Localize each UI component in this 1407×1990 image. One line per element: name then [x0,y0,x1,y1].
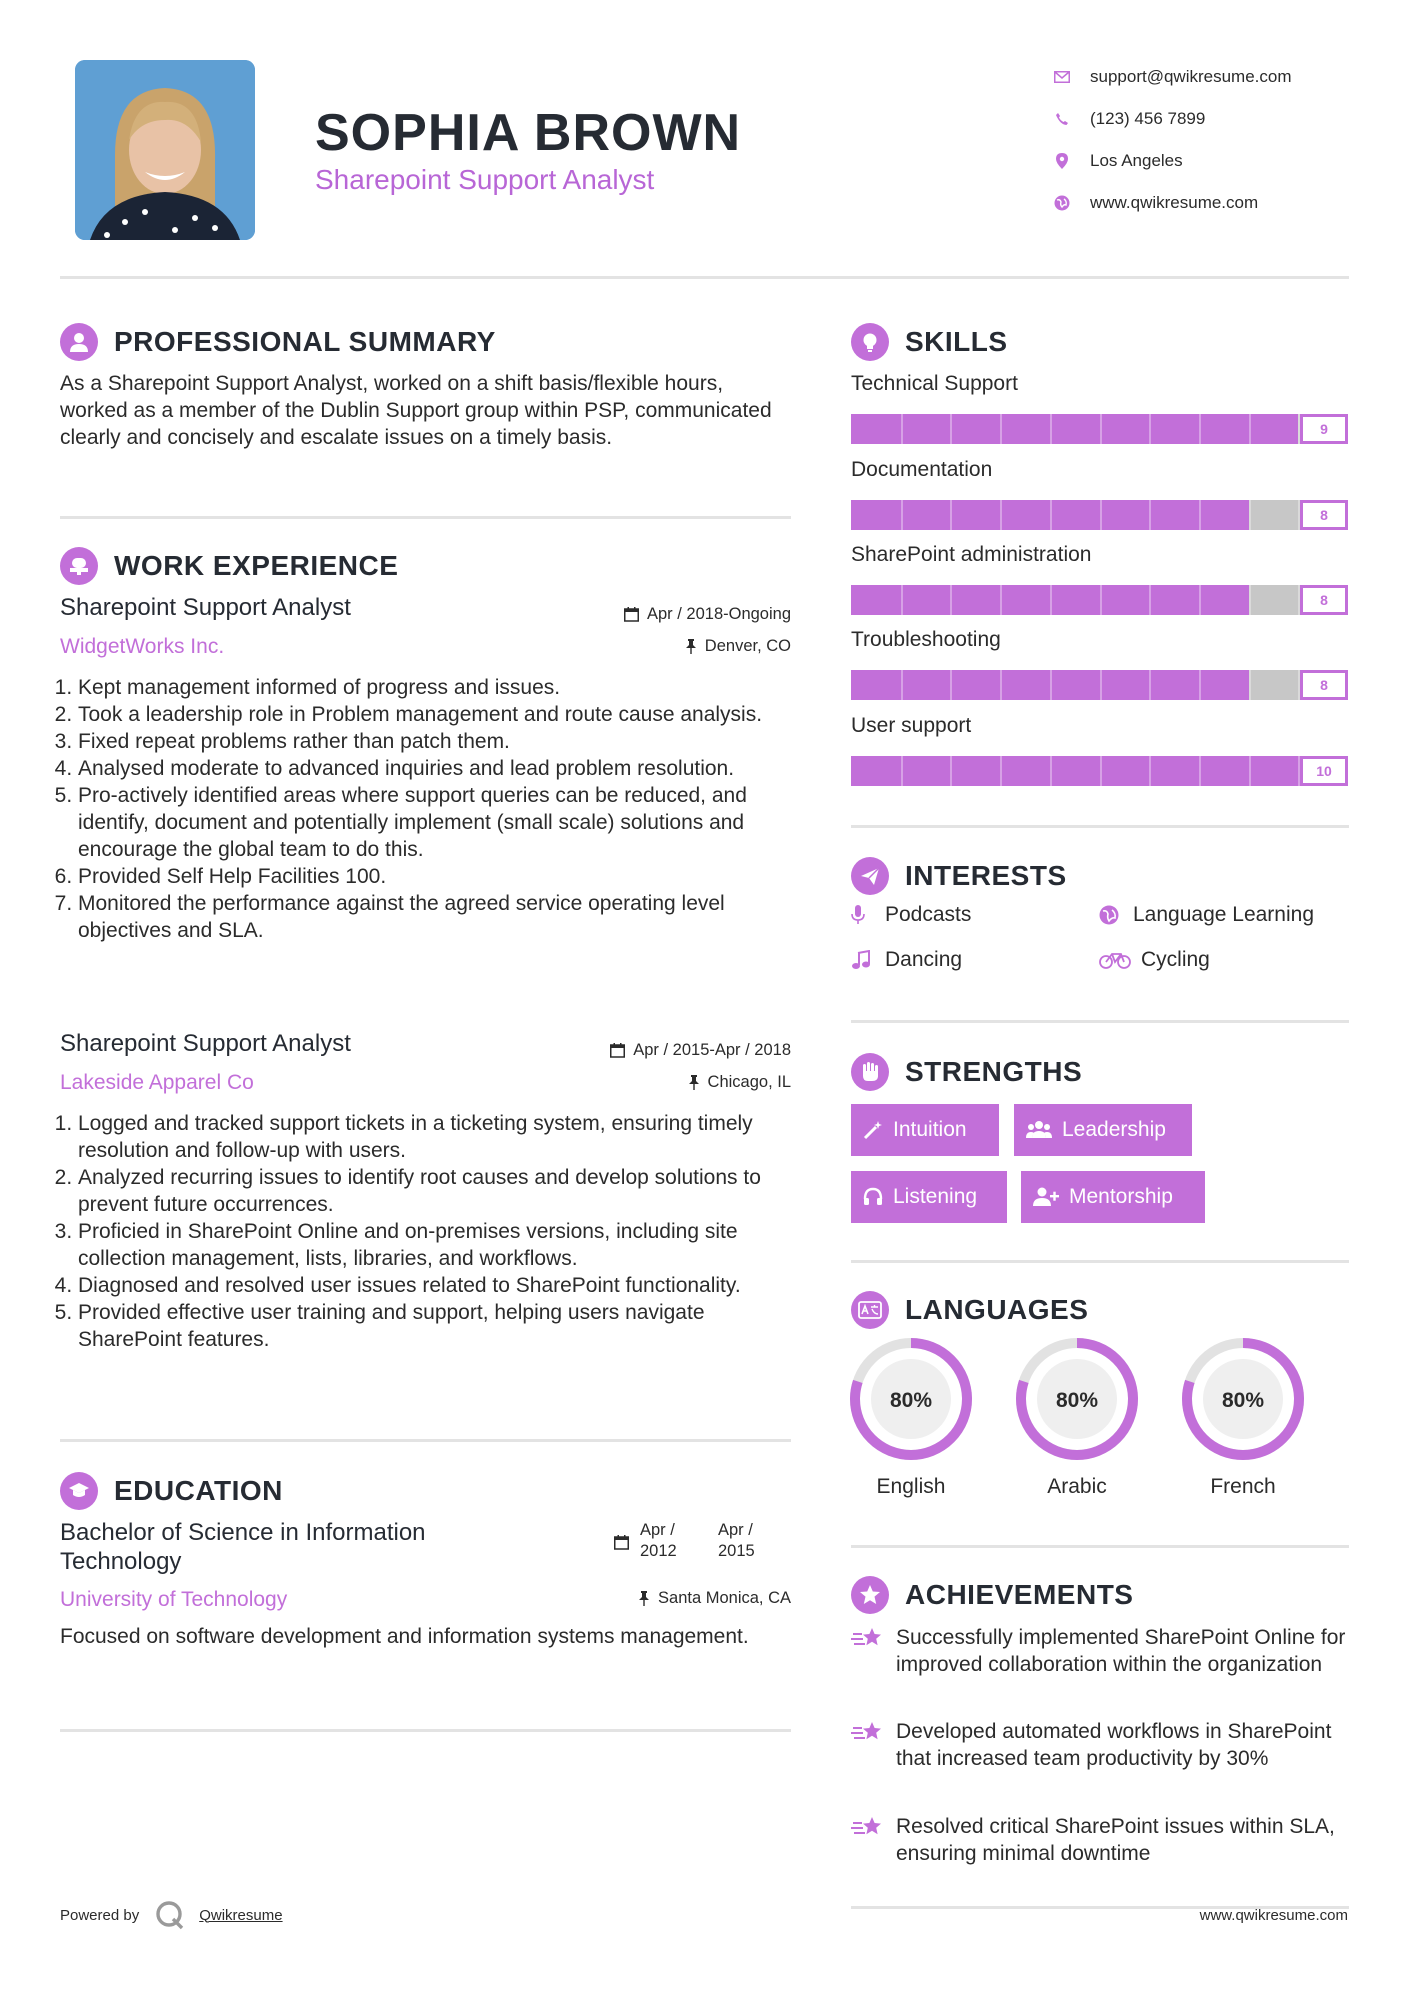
skill-bar-segment [1199,414,1201,444]
user-icon [60,323,98,361]
header-divider [60,276,1349,279]
skill-bar-segment [1249,670,1251,700]
skill-bar-segment [901,585,903,615]
skill-bar-segment [1050,585,1052,615]
skill-name: SharePoint administration [851,543,1092,566]
candidate-name: SOPHIA BROWN [315,104,742,162]
skill-bar-segment [1149,756,1151,786]
star-badge-icon [851,1576,889,1614]
pushpin-icon [688,1075,700,1090]
duty-item: 2. Analyzed recurring issues to identify root causes and develop solutions to prevent future occurrences. [78,1164,795,1218]
education-end-year: 2015 [718,1542,755,1560]
education-description: Focused on software development and information systems management. [60,1625,749,1648]
job-2-dates [610,1041,791,1060]
headphones-icon [863,1187,883,1207]
skill-name: Documentation [851,458,993,481]
contact-email[interactable] [1048,56,1292,98]
education-start [640,1520,677,1562]
strengths-divider [851,1260,1349,1263]
skill-bar-segment [1000,500,1002,530]
shooting-star-icon [851,1718,896,1772]
summary-heading [60,323,496,361]
skill-bar-segment [950,670,952,700]
language-name: English [876,1475,946,1498]
qwikresume-logo-icon [155,1900,185,1930]
language-ring [849,1337,973,1461]
strengths-heading [851,1053,1082,1091]
summary-text: As a Sharepoint Support Analyst, worked on a shift basis/flexible hours, worked as a member of the Dublin Support group within PSP, communicated clearly and concisely and escalate issues on a timely basis. [60,372,772,449]
skill-bar-segment [901,670,903,700]
calendar-icon [624,607,639,622]
achievement-text: Developed automated workflows in SharePoint that increased team productivity by 30% [896,1720,1332,1770]
interest-item [1099,903,1314,927]
duty-item: 4. Analysed moderate to advanced inquiries and lead problem resolution. [78,755,795,782]
skill-bar-segment [1100,585,1102,615]
interest-item [1099,948,1210,972]
achievement-item [851,1624,1351,1678]
job-2-dates-text: Apr / 2015-Apr / 2018 [633,1041,791,1059]
shooting-star-icon [851,1624,896,1678]
education-divider [60,1729,791,1732]
skill-item [851,628,1348,700]
skill-bar-segment [1249,756,1251,786]
duty-item: 7. Monitored the performance against the agreed service operating level objectives and SLA. [78,890,795,944]
skill-level: 10 [1300,756,1348,786]
strengths-title: STRENGTHS [905,1056,1083,1087]
globe-icon [1099,905,1127,925]
skill-bar [851,500,1348,530]
job-1-duties [60,674,795,944]
education-location-text: Santa Monica, CA [658,1589,791,1607]
achievement-text: Resolved critical SharePoint issues within SLA, ensuring minimal downtime [896,1815,1335,1865]
achievement-item [851,1813,1351,1867]
achievements-heading [851,1576,1133,1614]
skill-bar-segment [1149,585,1151,615]
summary-title: PROFESSIONAL SUMMARY [114,326,496,357]
skill-bar [851,585,1348,615]
achievement-item [851,1718,1351,1772]
skill-bar-segment [1249,500,1251,530]
lightbulb-icon [851,323,889,361]
email-text[interactable]: support@qwikresume.com [1090,67,1292,86]
globe-icon [1048,189,1076,217]
language-ring [1181,1337,1305,1461]
profile-photo [75,60,255,240]
interests-title: INTERESTS [905,860,1067,891]
calendar-icon [610,1043,625,1058]
skill-item [851,714,1348,786]
skill-bar-segment [1199,756,1201,786]
education-start-year: 2012 [640,1542,677,1560]
map-pin-icon [1048,147,1076,175]
language-percent: 80% [1221,1389,1265,1412]
duty-item: 4. Diagnosed and resolved user issues related to SharePoint functionality. [78,1272,795,1299]
education-school: University of Technology [60,1588,288,1611]
music-note-icon [851,950,879,970]
languages-heading [851,1291,1088,1329]
duty-item: 5. Provided effective user training and support, helping users navigate SharePoint features. [78,1299,795,1353]
strength-tag [1014,1104,1192,1156]
raised-fist-icon [851,1053,889,1091]
skill-level: 8 [1300,670,1348,700]
job-2-duties [60,1110,795,1353]
education-start-month: Apr / [640,1521,675,1539]
microphone-icon [851,905,879,925]
language-item [849,1337,973,1499]
duty-item: 5. Pro-actively identified areas where support queries can be reduced, and identify, document and potentially implement (small scale) solutions and encourage the global team to do this. [78,782,795,863]
skill-bar-segment [1199,670,1201,700]
skill-bar-segment [1199,500,1201,530]
duty-item: 2. Took a leadership role in Problem management and route cause analysis. [78,701,795,728]
bicycle-icon [1099,951,1135,969]
job-1-dates-text: Apr / 2018-Ongoing [646,605,791,623]
skill-bar-segment [901,414,903,444]
duty-item: 1. Kept management informed of progress and issues. [78,674,795,701]
skill-bar-segment [1149,500,1151,530]
shooting-star-icon [851,1813,896,1867]
interests-divider [851,1020,1349,1023]
strength-label: Leadership [1062,1118,1166,1141]
footer-powered-by [60,1900,283,1930]
skill-name: User support [851,714,972,737]
skill-bar-segment [1050,500,1052,530]
skill-bar-segment [1050,756,1052,786]
skill-bar-segment [1100,670,1102,700]
skills-heading [851,323,1008,361]
education-end [718,1520,755,1562]
language-name: Arabic [1047,1475,1107,1498]
magic-wand-icon [863,1120,883,1140]
skill-bar-segment [1050,414,1052,444]
strength-tag [851,1104,999,1156]
strength-label: Intuition [893,1118,967,1141]
interest-label: Dancing [885,948,963,971]
briefcase-icon [60,547,98,585]
languages-title: LANGUAGES [905,1294,1089,1325]
job-2-location-text: Chicago, IL [707,1073,791,1091]
candidate-title: Sharepoint Support Analyst [315,164,655,195]
skill-level: 8 [1300,500,1348,530]
skill-bar-segment [901,756,903,786]
interests-heading [851,857,1067,895]
education-title: EDUCATION [114,1475,283,1506]
location-text: Los Angeles [1090,151,1183,170]
calendar-icon [614,1535,629,1550]
phone-text: (123) 456 7899 [1090,109,1206,128]
job-1-location [685,637,791,656]
strength-tag [1021,1171,1205,1223]
skill-bar-segment [1149,670,1151,700]
strength-tag [851,1171,1007,1223]
duty-item: 1. Logged and tracked support tickets in a ticketing system, ensuring timely resolution and follow-up with users. [78,1110,795,1164]
skill-name: Troubleshooting [851,628,1001,651]
contact-website[interactable] [1048,182,1292,224]
skill-bar-segment [1000,414,1002,444]
skill-bar-segment [1000,585,1002,615]
language-item [1015,1337,1139,1499]
user-plus-icon [1033,1187,1059,1207]
job-2-title: Sharepoint Support Analyst [60,1030,351,1057]
duty-item: 3. Fixed repeat problems rather than patch them. [78,728,795,755]
skill-bar-segment [1100,500,1102,530]
skill-name: Technical Support [851,372,1018,395]
skill-bar-segment [1050,670,1052,700]
skill-bar-segment [1000,756,1002,786]
skill-level: 9 [1300,414,1348,444]
powered-by-text: Powered by [60,1906,140,1924]
achievements-title: ACHIEVEMENTS [905,1579,1134,1610]
job-1-company: WidgetWorks Inc. [60,635,225,658]
language-name: French [1210,1475,1276,1498]
skill-item [851,372,1348,444]
skill-bar-segment [950,585,952,615]
education-degree: Bachelor of Science in Information Technology [60,1519,426,1575]
language-item [1181,1337,1305,1499]
education-heading [60,1472,283,1510]
skill-bar [851,670,1348,700]
contact-location [1048,140,1292,182]
skill-bar-segment [950,500,952,530]
contact-phone [1048,98,1292,140]
skill-bar-segment [1100,414,1102,444]
skill-bar-segment [901,500,903,530]
job-1-title: Sharepoint Support Analyst [60,594,351,621]
duty-item: 6. Provided Self Help Facilities 100. [78,863,795,890]
language-percent: 80% [1055,1389,1099,1412]
strength-label: Listening [893,1185,978,1208]
job-1-location-text: Denver, CO [704,637,791,655]
job-2-company: Lakeside Apparel Co [60,1071,254,1094]
duty-item: 3. Proficied in SharePoint Online and on-premises versions, including site collection management, lists, libraries, and workflows. [78,1218,795,1272]
interest-label: Language Learning [1133,903,1315,926]
skill-level: 8 [1300,585,1348,615]
job-1-dates [624,605,791,624]
paper-plane-icon [851,857,889,895]
skills-title: SKILLS [905,326,1008,357]
skill-bar-segment [1199,585,1201,615]
skill-item [851,543,1348,615]
achievement-text: Successfully implemented SharePoint Online for improved collaboration within the organization [896,1626,1346,1676]
skill-bar [851,414,1348,444]
skills-divider [851,825,1349,828]
footer-website[interactable]: www.qwikresume.com [1199,1907,1348,1924]
education-location [638,1589,791,1608]
pushpin-icon [685,639,697,654]
strength-label: Mentorship [1069,1185,1173,1208]
interest-label: Podcasts [885,903,972,926]
phone-icon [1048,105,1076,133]
skill-bar-segment [1249,414,1251,444]
skill-bar-segment [1249,585,1251,615]
interest-item [851,903,971,927]
language-icon [851,1291,889,1329]
interest-label: Cycling [1141,948,1210,971]
language-ring [1015,1337,1139,1461]
website-text[interactable]: www.qwikresume.com [1090,193,1259,212]
languages-divider [851,1545,1349,1548]
summary-divider [60,516,791,519]
experience-title: WORK EXPERIENCE [114,550,399,581]
envelope-icon [1048,63,1076,91]
skill-bar-segment [1100,756,1102,786]
experience-heading [60,547,398,585]
skill-item [851,458,1348,530]
skill-bar-segment [950,756,952,786]
qwikresume-link[interactable]: Qwikresume [199,1906,283,1924]
interest-item [851,948,962,972]
contact-info [1048,56,1292,224]
experience-divider [60,1439,791,1442]
job-2-location [688,1073,791,1092]
skill-bar-segment [1000,670,1002,700]
skill-bar [851,756,1348,786]
skill-fill [851,414,1298,444]
users-icon [1026,1120,1052,1140]
skill-bar-segment [1149,414,1151,444]
graduation-cap-icon [60,1472,98,1510]
language-percent: 80% [889,1389,933,1412]
education-end-month: Apr / [718,1521,753,1539]
skill-bar-segment [950,414,952,444]
pushpin-icon [638,1591,650,1606]
